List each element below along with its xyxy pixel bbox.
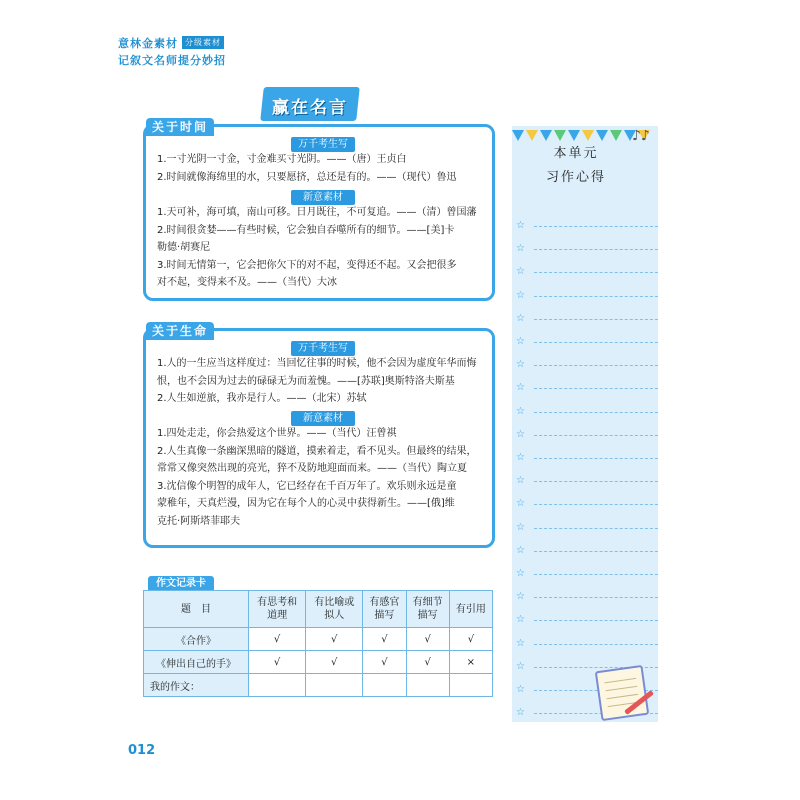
header-cell: 题 目 — [144, 591, 249, 628]
record-table — [143, 590, 493, 697]
ruled-line — [534, 319, 658, 320]
ruled-line — [534, 620, 658, 621]
table-row: 我的作文： — [144, 674, 493, 697]
ruled-line — [534, 504, 658, 505]
ruled-line — [534, 365, 658, 366]
header-cell: 有比喻或 拟人 — [306, 591, 363, 628]
star-icon: ☆ — [516, 220, 525, 231]
quote-list: 1.一寸光阴一寸金，寸金难买寸光阴。——（唐）王贞白 2.时间就像海绵里的水，只要愿挤，总还是有的。——（现代）鲁迅 — [157, 154, 457, 183]
entry-cell[interactable] — [449, 674, 492, 697]
table-row: 《合作》 √ √ √ √ √ — [144, 628, 493, 651]
ruled-line — [534, 412, 658, 413]
star-icon: ☆ — [516, 707, 525, 719]
music-note-icon: ♪♪ — [632, 128, 650, 144]
ruled-line — [534, 342, 658, 343]
ruled-line — [534, 458, 658, 459]
header-cell: 有感官 描写 — [363, 591, 406, 628]
pill-students: 万千考生写 — [291, 341, 355, 356]
pill-new: 新意素材 — [291, 411, 355, 426]
star-icon: ☆ — [516, 637, 525, 649]
star-icon: ☆ — [516, 312, 525, 324]
table-row: 《伸出自己的手》 √ √ √ √ × — [144, 651, 493, 674]
header-cell: 有引用 — [449, 591, 492, 628]
header-cell: 有思考和 道理 — [249, 591, 306, 628]
quote-list: 1.四处走走，你会热爱这个世界。——（当代）汪曾祺 2.人生真像一条幽深黑暗的隧道，摸索着走，看不见头。但最终的结果， 常常又像突然出现的亮光，猝不及防地迎面而来。——（当代）陶立夏 3.沈信像个明智的成年人，它已经存在千百万年了。欢乐则永远是童 蒙稚年，天真烂漫，因为它在每个人的心灵中获得新生。——[俄]维 克托·阿斯塔菲耶夫 — [157, 428, 477, 527]
star-icon: ☆ — [516, 405, 525, 417]
ruled-line — [534, 481, 658, 482]
ruled-line — [534, 388, 658, 389]
star-icon: ☆ — [516, 568, 525, 579]
page-number: 012 — [128, 743, 156, 758]
star-icon: ☆ — [516, 452, 525, 463]
pill-students: 万千考生写 — [291, 137, 355, 152]
star-icon: ☆ — [516, 382, 525, 394]
entry-cell[interactable] — [306, 674, 363, 697]
ruled-line — [534, 435, 658, 436]
star-icon: ☆ — [516, 266, 525, 278]
notepad-icon — [595, 665, 649, 721]
star-icon: ☆ — [516, 428, 525, 440]
ruled-line — [534, 296, 658, 297]
entry-cell[interactable] — [249, 674, 306, 697]
notes-sidebar — [512, 126, 658, 722]
section-life-tab: 关于生命 — [146, 322, 214, 340]
star-icon: ☆ — [516, 660, 525, 672]
ruled-line — [534, 249, 658, 250]
level-tag: 分级素材 — [182, 36, 224, 49]
star-icon: ☆ — [516, 475, 525, 487]
ruled-line — [534, 272, 658, 273]
header-cell: 有细节 描写 — [406, 591, 449, 628]
quote-list: 1.人的一生应当这样度过：当回忆往事的时候，他不会因为虚度年华而悔 恨，也不会因为过去的碌碌无为而羞愧。——[苏联]奥斯特洛夫斯基 2.人生如逆旅，我亦是行人。——（北宋）苏轼 — [157, 358, 477, 404]
star-icon: ☆ — [516, 359, 525, 371]
star-icon: ☆ — [516, 336, 525, 347]
ruled-line — [534, 644, 658, 645]
sidebar-title: 本单元 习作心得 — [545, 146, 606, 185]
ruled-line — [534, 551, 658, 552]
quote-list: 1.天可补，海可填，南山可移。日月既往，不可复追。——（清）曾国藩 2.时间很贪婪——有些时候，它会独自吞噬所有的细节。——[美]卡 勒德·胡赛尼 3.时间无情第一，它会把你欠下的对不起，变得还不起。又会把很多 对不起，变得来不及。——（当代）大冰 — [157, 207, 477, 288]
entry-cell[interactable] — [406, 674, 449, 697]
star-icon: ☆ — [516, 289, 525, 301]
star-icon: ☆ — [516, 684, 525, 695]
star-icon: ☆ — [516, 614, 525, 626]
star-icon: ☆ — [516, 498, 525, 510]
ruled-line — [534, 226, 658, 227]
record-card-tab: 作文记录卡 — [148, 576, 214, 592]
ruled-line — [534, 597, 658, 598]
book-subtitle: 记叙文名师提分妙招 — [118, 54, 226, 67]
star-icon: ☆ — [516, 521, 525, 533]
ruled-line — [534, 528, 658, 529]
section-time-tab: 关于时间 — [146, 118, 214, 136]
ruled-line — [534, 574, 658, 575]
banner-title: 赢在名言 — [272, 98, 348, 118]
series-title: 意林金素材 分级素材 — [118, 35, 224, 51]
entry-cell[interactable] — [363, 674, 406, 697]
star-icon: ☆ — [516, 243, 525, 255]
table-header-row — [144, 591, 493, 628]
pill-new: 新意素材 — [291, 190, 355, 205]
star-icon: ☆ — [516, 591, 525, 603]
star-icon: ☆ — [516, 544, 525, 556]
